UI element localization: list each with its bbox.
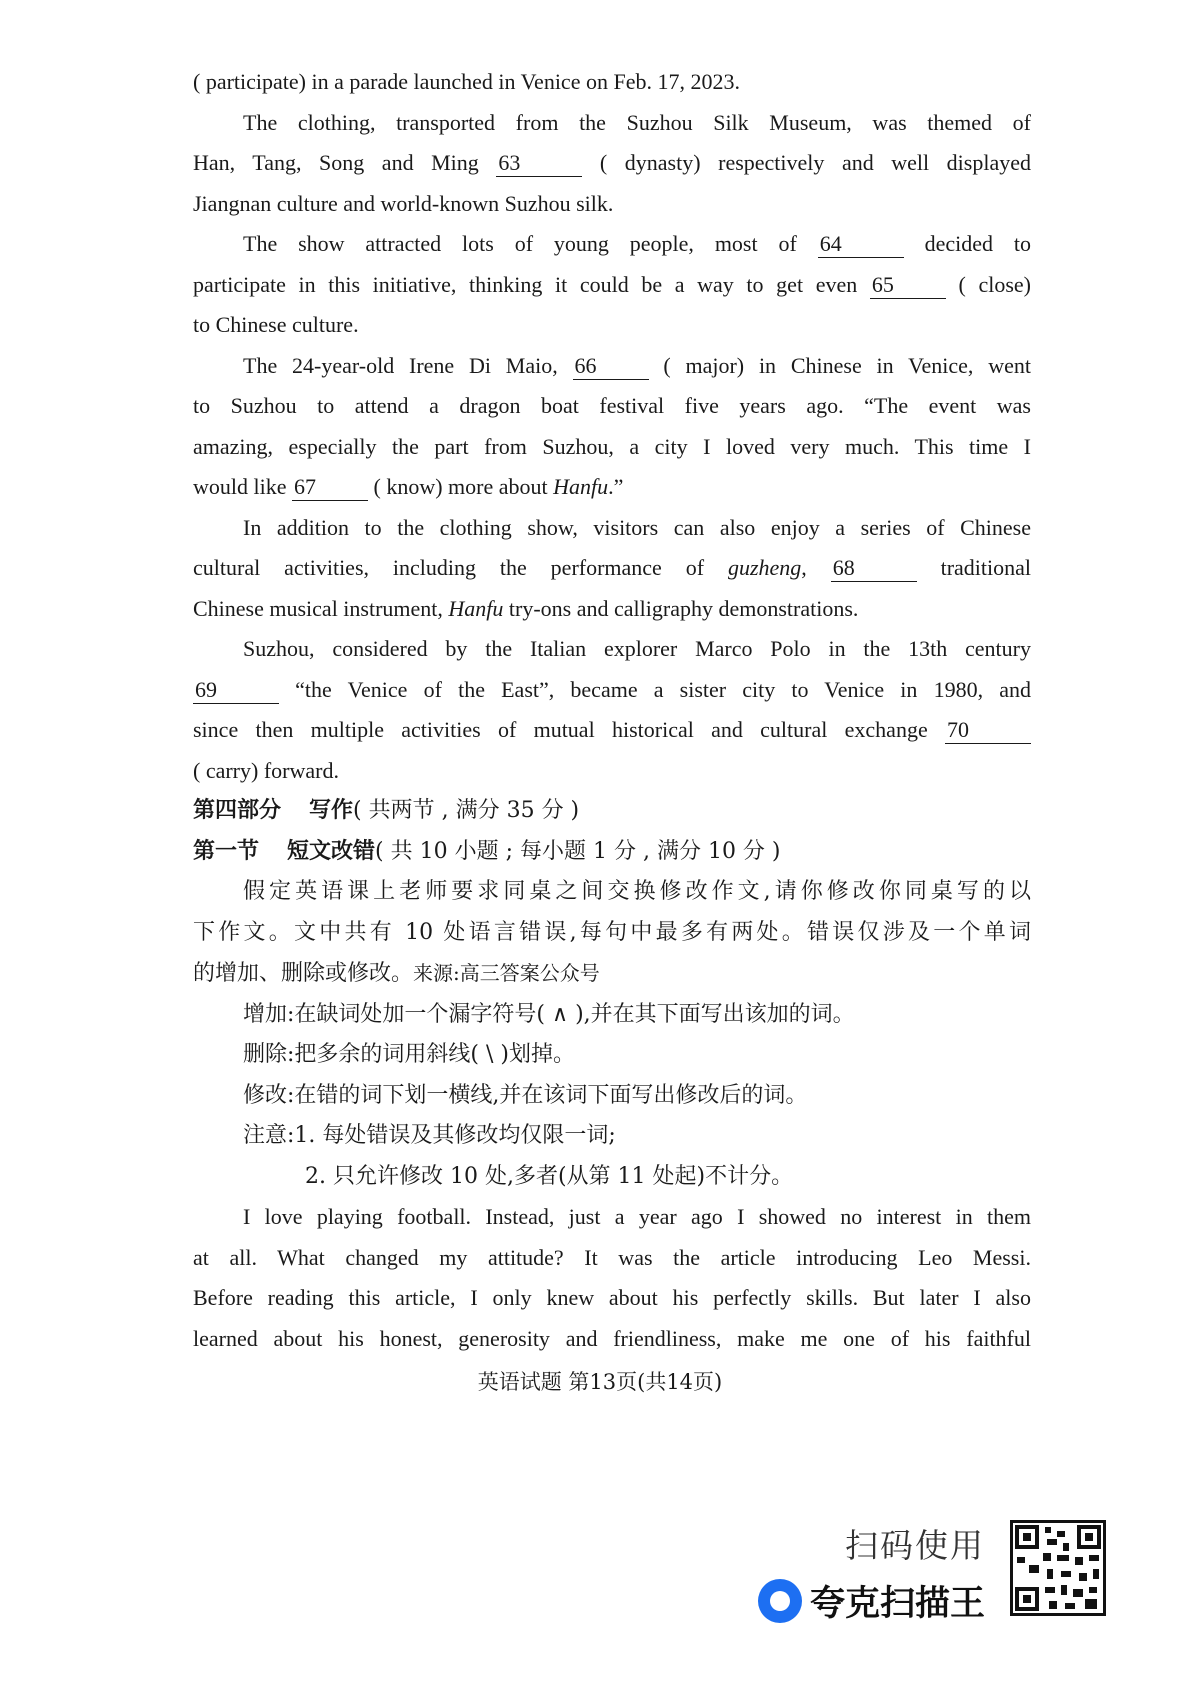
text-line: Before reading this article, I only knew about his perfectly skills. But later I also bbox=[193, 1285, 1031, 1310]
text-line: participate in this initiative, thinking it could be a way to get even bbox=[193, 271, 858, 297]
instruction-add bbox=[193, 995, 1031, 1036]
paragraph-4-line2 bbox=[193, 386, 1031, 427]
text-line: Jiangnan culture and world-known Suzhou silk. bbox=[193, 190, 614, 216]
paragraph-3-line2 bbox=[193, 265, 1031, 306]
section-subtitle: 短文改错 bbox=[287, 838, 376, 864]
blank-63: 63 bbox=[496, 150, 582, 177]
blank-68: 68 bbox=[831, 555, 917, 582]
paragraph-5-line3 bbox=[193, 589, 1031, 630]
essay-line-4 bbox=[193, 1319, 1031, 1360]
text-line: 2. 只允许修改 10 处,多者(从第 11 处起)不计分。 bbox=[305, 1163, 794, 1189]
text-line: Chinese musical instrument, bbox=[193, 595, 443, 621]
italic-term: Hanfu bbox=[553, 474, 609, 499]
paragraph-2 bbox=[193, 103, 1031, 144]
italic-term: guzheng bbox=[727, 555, 802, 580]
document-body bbox=[193, 62, 1031, 1359]
instruction-note-1 bbox=[193, 1116, 1031, 1157]
text-line: 的增加、删除或修改。 bbox=[193, 961, 414, 986]
section-title: 第一节 bbox=[193, 838, 260, 864]
text-line: 下作文。文中共有 10 处语言错误,每句中最多有两处。错误仅涉及一个单词 bbox=[193, 919, 1031, 945]
instruction-modify bbox=[193, 1076, 1031, 1117]
text-line: The 24-year-old Irene Di Maio, bbox=[243, 352, 558, 378]
paragraph-4-line3 bbox=[193, 427, 1031, 468]
text-line: ( know) more about bbox=[373, 474, 548, 499]
paragraph-text: ( participate) in a parade launched in Venice on Feb. 17, 2023. bbox=[193, 69, 740, 94]
instruction-delete bbox=[193, 1035, 1031, 1076]
brand-name: 夸克扫描王 bbox=[809, 1584, 985, 1624]
essay-line-2 bbox=[193, 1238, 1031, 1279]
essay-line-3 bbox=[193, 1278, 1031, 1319]
paragraph-4 bbox=[193, 346, 1031, 387]
instruction-note-2 bbox=[193, 1157, 1031, 1198]
quark-logo-icon bbox=[758, 1579, 802, 1623]
paragraph-5-line2 bbox=[193, 548, 1031, 589]
text-line: ( carry) forward. bbox=[193, 757, 339, 783]
text-line: 修改:在错的词下划一横线,并在该词下面写出修改后的词。 bbox=[243, 1082, 808, 1108]
brand-name-row bbox=[758, 1576, 985, 1626]
blank-70: 70 bbox=[945, 717, 1031, 744]
text-line: “the Venice of the East”, became a sister city to Venice in 1980, and bbox=[295, 676, 1032, 702]
text-line: ( major) in Chinese in Venice, went bbox=[663, 352, 1031, 378]
blank-66: 66 bbox=[573, 353, 649, 380]
section-subtitle: 写作 bbox=[309, 798, 354, 823]
text-line: I love playing football. Instead, just a year ago I showed no interest in them bbox=[243, 1204, 1031, 1229]
text-line: Suzhou, considered by the Italian explorer Marco Polo in the 13th century bbox=[243, 636, 1031, 661]
text-line: In addition to the clothing show, visitors can also enjoy a series of Chinese bbox=[243, 514, 1031, 540]
qr-code-icon[interactable] bbox=[1010, 1520, 1106, 1616]
source-watermark: 来源:高三答案公众号 bbox=[413, 961, 600, 985]
text-line: decided to bbox=[924, 231, 1031, 256]
paragraph-2-line3 bbox=[193, 184, 1031, 225]
text-line: ( dynasty) respectively and well displayed bbox=[599, 150, 1032, 175]
section-4-heading bbox=[193, 791, 1031, 832]
text-line: 增加:在缺词处加一个漏字符号( ∧ ),并在其下面写出该加的词。 bbox=[243, 1001, 855, 1027]
blank-64: 64 bbox=[818, 231, 904, 258]
text-line: since then multiple activities of mutual historical and cultural exchange bbox=[193, 717, 928, 742]
text-line: The show attracted lots of young people, most of bbox=[243, 231, 797, 256]
text-line: .” bbox=[608, 474, 624, 499]
text-line: 注意:1. 每处错误及其修改均仅限一词; bbox=[243, 1123, 616, 1148]
text-line: ( close) bbox=[958, 271, 1032, 297]
paragraph-3 bbox=[193, 224, 1031, 265]
scanner-brand bbox=[665, 1520, 985, 1630]
text-line: , bbox=[801, 555, 807, 580]
essay-line-1 bbox=[193, 1197, 1031, 1238]
paragraph-6-line3 bbox=[193, 710, 1031, 751]
instruction-line-1 bbox=[193, 872, 1031, 913]
text-line: would like bbox=[193, 474, 287, 499]
text-line: traditional bbox=[940, 555, 1032, 580]
text-line: to Suzhou to attend a dragon boat festival five years ago. “The event was bbox=[193, 393, 1031, 418]
blank-67: 67 bbox=[292, 474, 368, 501]
blank-65: 65 bbox=[870, 272, 946, 299]
paragraph-6 bbox=[193, 629, 1031, 670]
paragraph-6-line4 bbox=[193, 751, 1031, 792]
paragraph-2-line2 bbox=[193, 143, 1031, 184]
paragraph-5 bbox=[193, 508, 1031, 549]
instruction-line-2 bbox=[193, 913, 1031, 954]
page-footer: 英语试题 第13页(共14页) bbox=[477, 1370, 723, 1394]
instruction-line-3 bbox=[193, 953, 1031, 995]
section-detail: ( 共两节 , 满分 35 分 ) bbox=[353, 798, 580, 823]
text-line: The clothing, transported from the Suzhou Silk Museum, was themed of bbox=[243, 109, 1031, 135]
paragraph-3-line3 bbox=[193, 305, 1031, 346]
scan-to-use-label: 扫码使用 bbox=[845, 1526, 985, 1565]
text-line: cultural activities, including the performance of bbox=[193, 555, 705, 580]
paragraph-4-line4 bbox=[193, 467, 1031, 508]
qr-code-graphic bbox=[1013, 1523, 1103, 1613]
text-line: try-ons and calligraphy demonstrations. bbox=[508, 595, 859, 621]
text-line: 删除:把多余的词用斜线( \ )划掉。 bbox=[243, 1042, 575, 1067]
text-line: at all. What changed my attitude? It was the article introducing Leo Messi. bbox=[193, 1244, 1031, 1270]
text-line: to Chinese culture. bbox=[193, 312, 359, 337]
text-line: learned about his honest, generosity and friendliness, make me one of his faithful bbox=[193, 1325, 1031, 1351]
paragraph-6-line2 bbox=[193, 670, 1031, 711]
text-line: 假定英语课上老师要求同桌之间交换修改作文,请你修改你同桌写的以 bbox=[243, 879, 1031, 904]
paragraph-1-end bbox=[193, 62, 1031, 103]
section-1-heading bbox=[193, 832, 1031, 873]
text-line: amazing, especially the part from Suzhou, a city I loved very much. This time I bbox=[193, 433, 1031, 459]
blank-69: 69 bbox=[193, 677, 279, 704]
section-title: 第四部分 bbox=[193, 798, 282, 823]
text-line: Han, Tang, Song and Ming bbox=[193, 150, 479, 175]
section-detail: ( 共 10 小题 ; 每小题 1 分 , 满分 10 分 ) bbox=[375, 838, 781, 864]
italic-term: Hanfu bbox=[448, 595, 504, 621]
